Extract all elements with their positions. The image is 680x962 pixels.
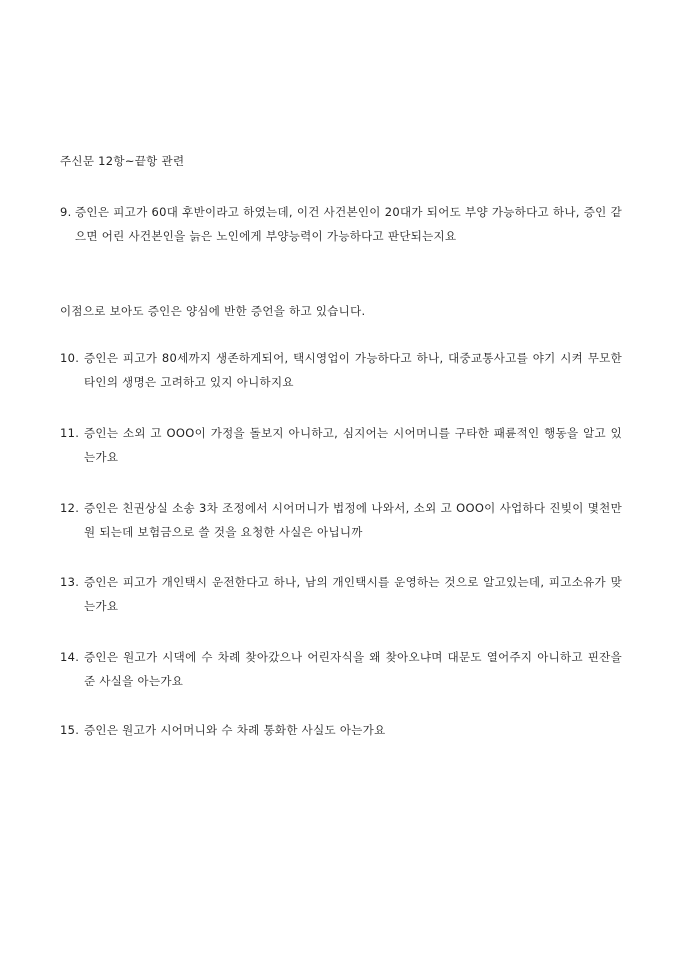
item-number: 11. — [60, 426, 80, 440]
item-number: 12. — [60, 501, 80, 515]
question-item-13 — [60, 570, 622, 618]
question-item-9 — [60, 200, 622, 248]
question-item-15 — [60, 718, 622, 742]
section-heading: 주신문 12항~끝항 관련 — [60, 154, 185, 168]
item-number: 14. — [60, 650, 80, 664]
item-text: 증인은 원고가 시댁에 수 차례 찾아갔으나 어린자식을 왜 찾아오냐며 대문도 열어주지 아니하고 핀잔을 준 사실을 아는가요 — [84, 650, 622, 688]
item-text: 증인은 원고가 시어머니와 수 차례 통화한 사실도 아는가요 — [84, 723, 386, 737]
question-item-12 — [60, 496, 622, 544]
item-text: 증인은 피고가 60대 후반이라고 하였는데, 이건 사건본인이 20대가 되어도 부양 가능하다고 하나, 증인 같으면 어린 사건본인을 늙은 노인에게 부양능력이 가능하다고 판단되는지요 — [75, 205, 622, 243]
question-item-11 — [60, 421, 622, 469]
item-number: 13. — [60, 575, 80, 589]
item-number: 10. — [60, 351, 80, 365]
question-item-14 — [60, 645, 622, 693]
item-text: 증인는 소외 고 OOO이 가정을 돌보지 아니하고, 심지어는 시어머니를 구타한 패륜적인 행동을 알고 있는가요 — [84, 426, 622, 464]
item-number: 15. — [60, 723, 80, 737]
item-text: 증인은 친권상실 소송 3차 조정에서 시어머니가 법정에 나와서, 소외 고 OOO이 사업하다 진빚이 몇천만원 되는데 보험금으로 쓸 것을 요청한 사실은 아닙니까 — [84, 501, 622, 539]
item-text: 증인은 피고가 80세까지 생존하게되어, 택시영업이 가능하다고 하나, 대중교통사고를 야기 시켜 무모한 타인의 생명은 고려하고 있지 아니하지요 — [84, 351, 622, 389]
question-item-10 — [60, 346, 622, 394]
summary-statement: 이점으로 보아도 증인은 양심에 반한 증언을 하고 있습니다. — [60, 304, 366, 318]
item-number: 9. — [60, 205, 72, 219]
item-text: 증인은 피고가 개인택시 운전한다고 하나, 남의 개인택시를 운영하는 것으로 알고있는데, 피고소유가 맞는가요 — [84, 575, 622, 613]
